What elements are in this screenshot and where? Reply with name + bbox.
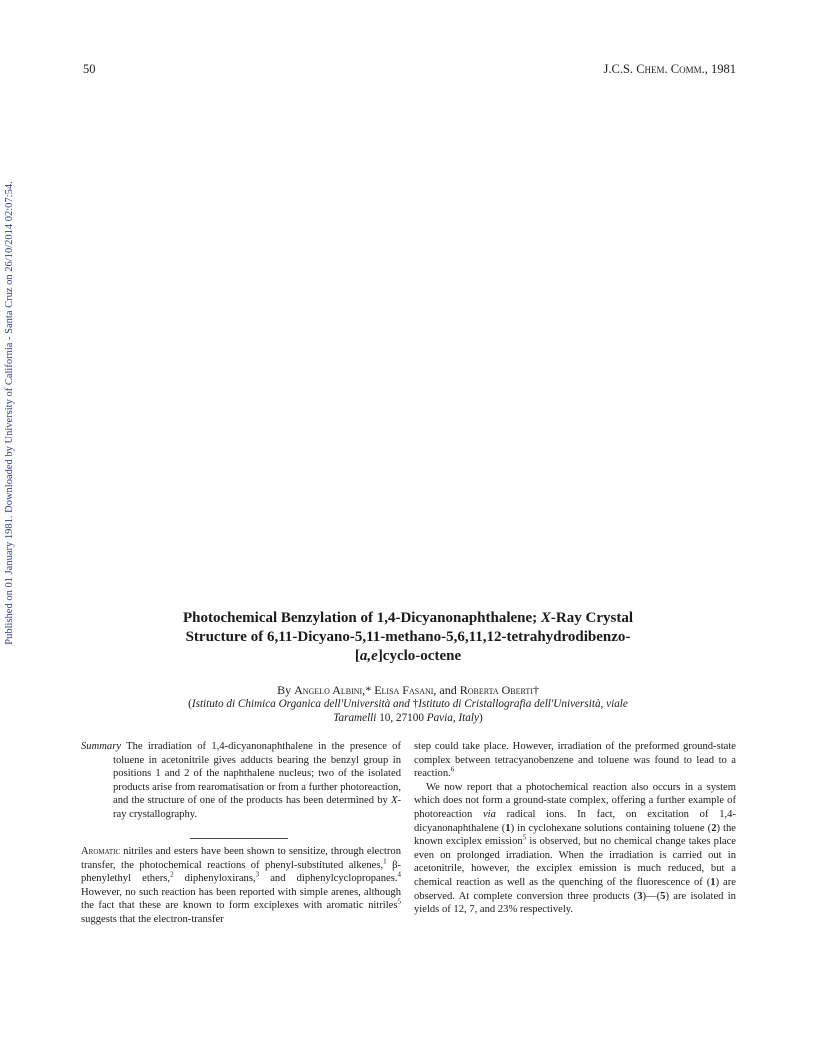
title-line-2: Structure of 6,11-Dicyano-5,11-methano-5,6,11,12-tetrahydrodibenzo- — [185, 629, 631, 645]
title-ae-italic: a,e — [359, 648, 378, 664]
author-line — [100, 683, 716, 698]
journal-header — [540, 62, 736, 77]
body-text: However, no such reaction has been reported with simple arenes, although the fact that these are known to form exciplexes with aromatic nitriles — [81, 886, 401, 912]
summary-label: Summary — [81, 741, 122, 752]
affil-city: Pavia, Italy — [426, 712, 479, 724]
article-title — [100, 609, 716, 666]
body-text: suggests that the electron-transfer — [81, 913, 224, 925]
compound-number: 1 — [505, 822, 511, 834]
intro-paragraph — [81, 845, 401, 927]
compound-number: 5 — [660, 890, 666, 902]
section-divider — [190, 838, 288, 839]
summary-paragraph — [81, 740, 401, 822]
paren: ) — [478, 712, 483, 724]
journal-year: , 1981 — [704, 62, 736, 76]
report-paragraph — [414, 781, 736, 917]
author-albini: Angelo Albini, — [294, 683, 366, 697]
page-number: 50 — [83, 62, 96, 76]
paren: ( — [188, 698, 192, 710]
body-text: diphenyloxirans, — [173, 873, 256, 885]
body-right-column — [414, 740, 736, 917]
title-text: Photochemical Benzylation of 1,4-Dicyanonaphthalene; — [183, 610, 541, 626]
affil-street: Taramelli — [333, 712, 377, 724]
affiliation — [110, 697, 706, 725]
ref-mark: 2 — [170, 870, 174, 879]
author-fasani: Elisa Fasani, — [374, 683, 437, 697]
via-italic: via — [482, 808, 496, 820]
download-notice: Published on 01 January 1981. Downloaded by University of California - Santa Cruz on 26/10/2014 02:07:54. — [4, 181, 15, 645]
journal-name: Chem. Comm. — [636, 62, 705, 76]
dagger-mark: † — [412, 698, 419, 710]
by-word: By — [277, 683, 295, 697]
title-line-1 — [100, 609, 716, 628]
affil-number: 10, 27100 — [376, 712, 427, 724]
body-text: We now report that a photochemical reaction also occurs in a system which does not form a ground-state complex, offering a further example of photoreaction — [414, 781, 736, 820]
author-and: and — [436, 683, 460, 697]
summary-x-italic: X — [390, 795, 398, 807]
affil-crystal: Istituto di Cristallografia dell'Università, viale — [418, 698, 628, 710]
summary-text: -ray crystallography. — [113, 795, 401, 820]
body-text: ) are observed. At complete conversion three products ( — [414, 876, 736, 902]
dagger-mark: † — [532, 683, 539, 697]
ref-mark: 6 — [450, 765, 455, 774]
compound-number: 1 — [710, 876, 716, 888]
summary-block — [81, 740, 401, 822]
compound-number: 3 — [637, 890, 643, 902]
ref-mark: 5 — [522, 833, 527, 842]
ref-mark: 3 — [255, 870, 260, 879]
lead-word: Aromatic — [81, 846, 121, 857]
body-text: and diphenylcyclopropanes. — [259, 873, 398, 885]
continuation-paragraph — [414, 740, 736, 781]
ref-mark: 1 — [383, 857, 387, 866]
body-text: )—( — [642, 890, 661, 902]
author-oberti: Roberta Oberti — [459, 683, 533, 697]
affil-organic: Istituto di Chimica Organica dell'Università and — [191, 698, 413, 710]
summary-text: The irradiation of 1,4-dicyanonaphthalene in the presence of toluene in acetonitrile gives adducts bearing the benzyl group in positions 1 and 2 of the naphthalene nucleus; two of the isolated products arise from rearomatisation or from a further photoreaction, and the structure of one of the products has been determined by — [113, 741, 401, 807]
title-text: -Ray Crystal — [550, 610, 633, 626]
body-text: ) in cyclohexane solutions containing toluene ( — [510, 822, 712, 834]
corresponding-mark: * — [365, 683, 372, 697]
body-left-column — [81, 845, 401, 927]
compound-number: 2 — [711, 822, 717, 834]
journal-prefix: J.C.S. — [603, 62, 637, 76]
title-x-italic: X — [540, 610, 551, 626]
title-text: ]cyclo-octene — [377, 648, 462, 664]
body-text: β-phenylethyl ethers, — [81, 859, 401, 885]
body-text: step could take place. However, irradiation of the preformed ground-state complex between tetracyanobenzene and toluene was found to lead to a reaction. — [414, 741, 736, 780]
title-text: [ — [354, 648, 360, 664]
body-text: ) are isolated in yields of 12, 7, and 23% respectively. — [414, 890, 736, 916]
body-text: radical ions. In fact, on excitation of 1,4-dicyanonaphthalene ( — [414, 808, 736, 834]
side-watermark — [3, 178, 17, 648]
title-line-3 — [100, 647, 716, 666]
ref-mark: 5 — [397, 897, 401, 906]
body-text: ) the known exciplex emission — [414, 822, 736, 848]
body-text: nitriles and esters have been shown to sensitize, through electron transfer, the photochemical reactions of phenyl-substituted alkenes, — [81, 846, 401, 871]
ref-mark: 4 — [397, 870, 402, 879]
body-text: is observed, but no chemical change takes place even on prolonged irradiation. When the irradiation is carried out in acetonitrile, however, the exciplex emission is much reduced, but a chemical reaction as well as the quenching of the fluorescence of ( — [414, 836, 737, 888]
